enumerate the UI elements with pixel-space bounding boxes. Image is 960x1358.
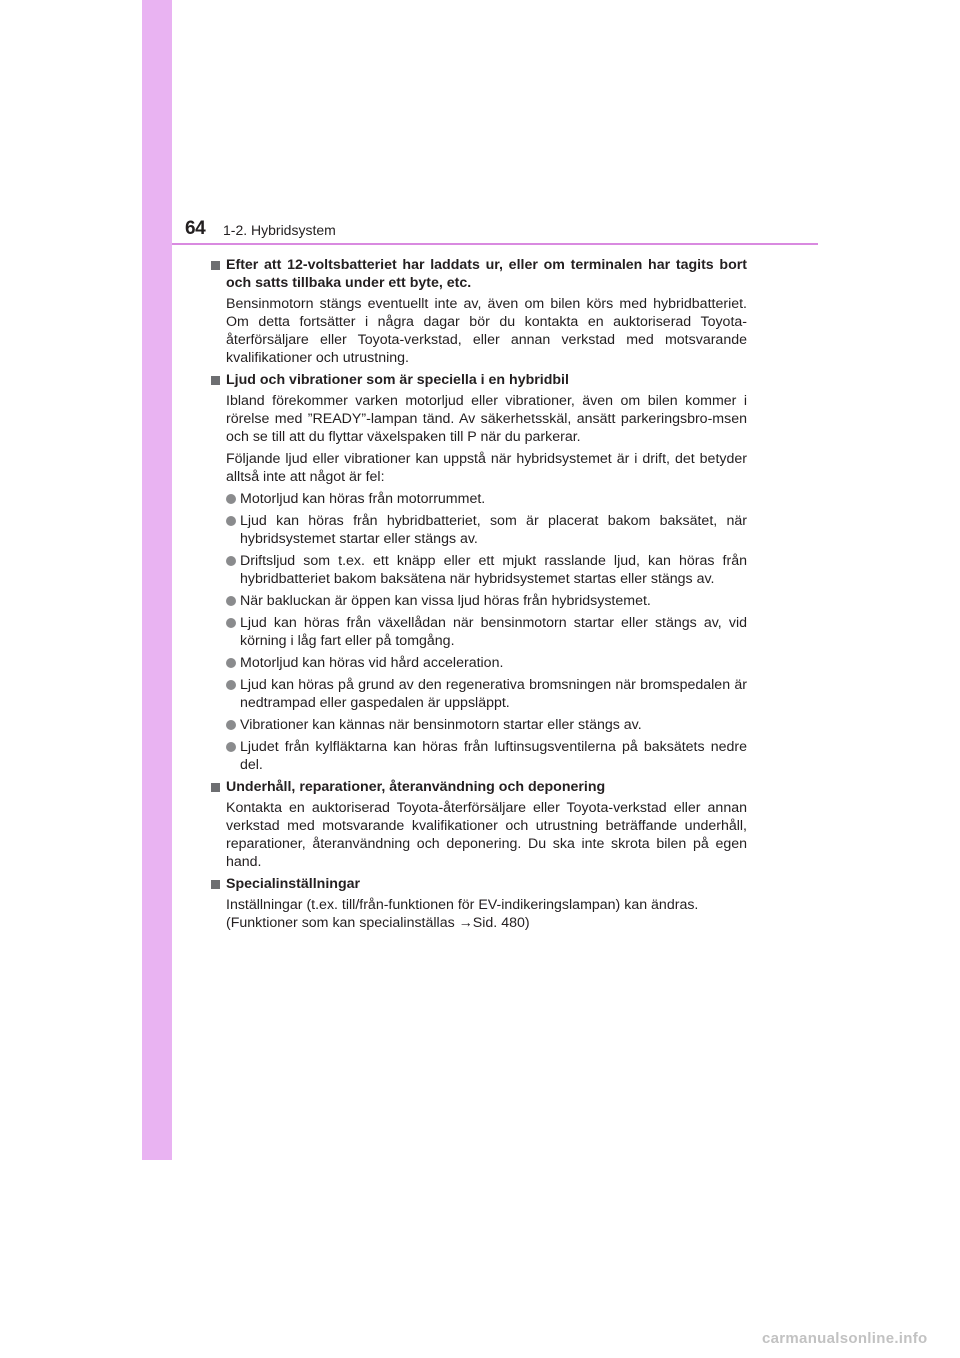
list-item: Ljud kan höras från växellådan när bensinmotorn startar eller stängs av, vid körning i låg fart eller på tomgång. [210,614,747,650]
body-paragraph: Bensinmotorn stängs eventuellt inte av, även om bilen körs med hybridbatteriet. Om detta fortsätter i några dagar bör du kontakta en auktoriserad Toyota-återförsäljare eller Toyota-verkstad, eller annan verkstad med motsvarande kvalifikationer och utrustning. [226,296,747,366]
list-item: Motorljud kan höras från motorrummet. [210,490,747,508]
section-heading: Efter att 12-voltsbatteriet har laddats ur, eller om terminalen har tagits bort och satts tillbaka under ett byte, etc. [210,256,747,292]
section-heading: Ljud och vibrationer som är speciella i en hybridbil [210,371,747,389]
circle-bullet-icon [226,494,236,504]
list-item: Driftsljud som t.ex. ett knäpp eller ett mjukt rasslande ljud, kan höras från hybridbatteriet bakom baksätena när hybridsystemet startas eller stängs av. [210,552,747,588]
circle-bullet-icon [226,720,236,730]
circle-bullet-icon [226,680,236,690]
square-bullet-icon [211,783,220,792]
square-bullet-icon [211,376,220,385]
section-heading: Underhåll, reparationer, återanvändning och deponering [210,778,747,796]
circle-bullet-icon [226,516,236,526]
list-item: När bakluckan är öppen kan vissa ljud höras från hybridsystemet. [210,592,747,610]
chapter-tab-bar [142,0,172,1160]
body-paragraph: Ibland förekommer varken motorljud eller vibrationer, även om bilen kommer i rörelse med ”READY”-lampan tänd. Av säkerhetsskäl, ansätt parkeringsbro-msen och se till att du flyttar växelspaken till P när du parkerar. [226,393,747,445]
circle-bullet-icon [226,658,236,668]
body-paragraph: Kontakta en auktoriserad Toyota-återförsäljare eller Toyota-verkstad eller annan verkstad med motsvarande kvalifikationer och utrustning beträffande underhåll, reparationer, återanvändning och deponering. Du ska inte skrota bilen på egen hand. [226,800,747,870]
header-divider [172,243,818,245]
body-paragraph: Inställningar (t.ex. till/från-funktionen för EV-indikeringslampan) kan ändras. [226,897,699,913]
circle-bullet-icon [226,618,236,628]
circle-bullet-icon [226,742,236,752]
body-paragraph: Följande ljud eller vibrationer kan uppstå när hybridsystemet är i drift, det betyder alltså inte att något är fel: [226,451,747,485]
circle-bullet-icon [226,596,236,606]
square-bullet-icon [211,261,220,270]
watermark: carmanualsonline.info [762,1330,928,1347]
section-heading: Specialinställningar [210,875,747,893]
page-reference: (Funktioner som kan specialinställas →Sid. 480) [226,915,530,931]
list-item: Vibrationer kan kännas när bensinmotorn startar eller stängs av. [210,716,747,734]
list-item: Ljudet från kylfläktarna kan höras från luftinsugsventilerna på baksätets nedre del. [210,738,747,774]
list-item: Ljud kan höras från hybridbatteriet, som är placerat bakom baksätet, när hybridsystemet startar eller stängs av. [210,512,747,548]
list-item: Ljud kan höras på grund av den regenerativa bromsningen när bromspedalen är nedtrampad eller gaspedalen är uppsläppt. [210,676,747,712]
page-number: 64 [185,218,206,239]
page-content [210,256,747,936]
section-title: 1-2. Hybridsystem [223,222,336,238]
list-item: Motorljud kan höras vid hård acceleration. [210,654,747,672]
circle-bullet-icon [226,556,236,566]
square-bullet-icon [211,880,220,889]
